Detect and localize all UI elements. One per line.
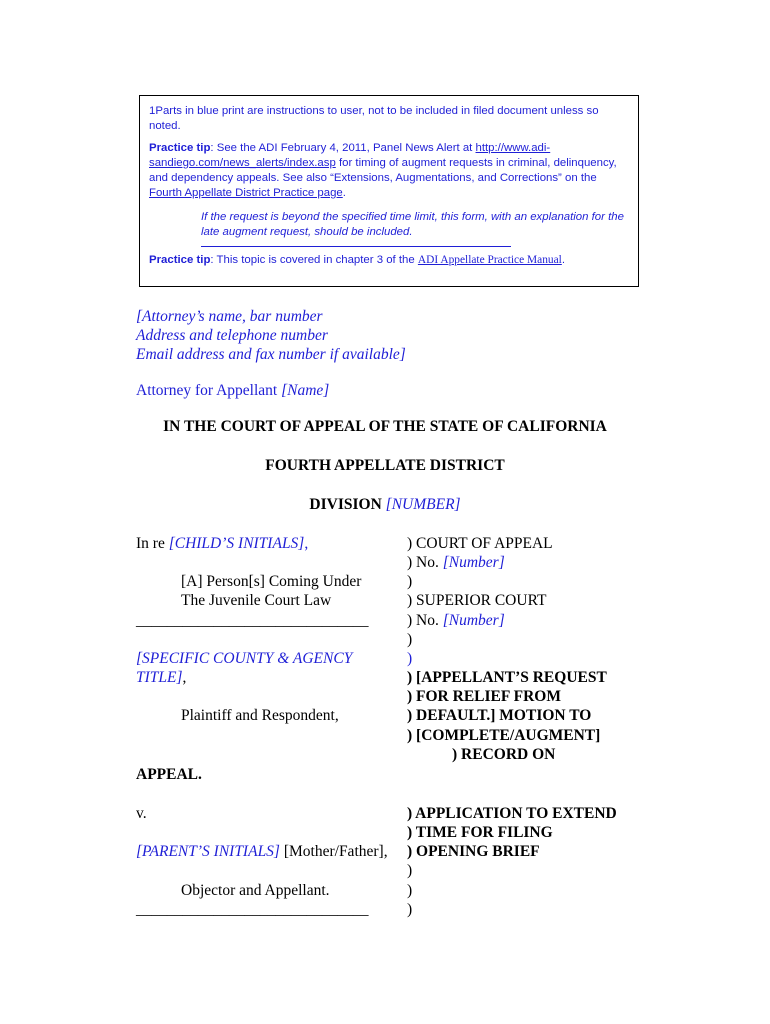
child-initials-placeholder: [CHILD’S INITIALS] [168, 535, 305, 552]
note-line-1 [149, 104, 629, 134]
practice-tip-label-2: Practice tip [149, 254, 211, 266]
practice-manual-link[interactable]: ADI Appellate Practice Manual [417, 254, 562, 266]
caption-underline-1: ______________________________ [136, 612, 369, 629]
plaintiff-line: Plaintiff and Respondent, [181, 707, 339, 724]
tip1-text-end: . [342, 187, 346, 199]
paren-line-18: ) [407, 901, 413, 918]
paren-line-16: ) [407, 862, 413, 879]
objector-line: Objector and Appellant. [181, 882, 330, 899]
application-title-3: ) OPENING BRIEF [407, 843, 540, 860]
adi-news-alert-link[interactable]: http://www.adi-sandiego.com/news_alerts/index.asp [149, 142, 551, 169]
in-re-line [136, 535, 308, 553]
motion-title-3: ) DEFAULT.] MOTION TO [407, 707, 592, 724]
versus-line: v. [136, 805, 147, 822]
superior-number-line [407, 612, 505, 630]
person-line-1: [A] Person[s] Coming Under [181, 573, 362, 590]
tip2-text-end: . [561, 254, 565, 266]
practice-tip-1 [149, 141, 629, 201]
paren-line-6: ) [407, 631, 413, 648]
application-title-2: ) TIME FOR FILING [407, 824, 553, 841]
motion-title-2: ) FOR RELIEF FROM [407, 688, 561, 705]
fourth-district-practice-link[interactable]: Fourth Appellate District Practice page [149, 187, 343, 199]
appeal-line: APPEAL. [136, 766, 202, 783]
in-re-label: In re [136, 535, 169, 552]
parent-initials-placeholder: [PARENT’S INITIALS] [136, 843, 280, 860]
practice-tip-label: Practice tip [149, 142, 211, 154]
note-divider [201, 246, 511, 247]
attorney-for-label: Attorney for Appellant [136, 382, 282, 399]
county-line-2 [136, 669, 186, 687]
parent-line [136, 843, 388, 861]
division-title [0, 496, 770, 514]
county-comma: , [182, 669, 187, 686]
child-comma: , [304, 535, 309, 552]
note-text: Parts in blue print are instructions to user, not to be included in filed document unless so noted. [149, 105, 599, 132]
person-line-2: The Juvenile Court Law [181, 592, 332, 609]
application-title-1: ) APPLICATION TO EXTEND [407, 805, 617, 822]
superior-no-label: ) No. [407, 612, 443, 629]
attorney-name-line: [Attorney’s name, bar number [136, 308, 323, 325]
court-of-appeal-label: ) COURT OF APPEAL [407, 535, 553, 552]
division-number-placeholder: [NUMBER] [385, 496, 461, 513]
appellant-name-placeholder: [Name] [281, 382, 330, 399]
division-label: DIVISION [309, 496, 386, 513]
practice-tip-2 [149, 253, 629, 268]
paren-line-17: ) [407, 882, 413, 899]
attorney-for-line [136, 382, 329, 400]
motion-title-4: ) [COMPLETE/AUGMENT] [407, 727, 601, 744]
late-request-note: If the request is beyond the specified time limit, this form, with an explanation for the late augment request, should be included. [201, 211, 624, 238]
appeal-no-label: ) No. [407, 554, 443, 571]
instruction-note-box [139, 95, 639, 287]
appeal-number-placeholder: [Number] [442, 554, 505, 571]
paren-line-3: ) [407, 573, 413, 590]
tip1-text-mid: for timing of augment requests in criminal, delinquency, and dependency appeals. See also “Extensions, Augmentations, and Corrections” on the [149, 157, 617, 184]
motion-title-1: ) [APPELLANT’S REQUEST [407, 669, 607, 686]
superior-number-placeholder: [Number] [442, 612, 505, 629]
parent-role: [Mother/Father], [279, 843, 388, 860]
attorney-address-line: Address and telephone number [136, 327, 328, 344]
appeal-number-line [407, 554, 505, 572]
motion-title-5: ) RECORD ON [452, 746, 556, 763]
tip1-text-pre: : See the ADI February 4, 2011, Panel News Alert at [210, 142, 476, 154]
attorney-email-line: Email address and fax number if available] [136, 346, 406, 363]
county-title-placeholder: TITLE] [136, 669, 183, 686]
footnote-marker: 1 [149, 105, 156, 117]
caption-underline-2: ______________________________ [136, 901, 369, 918]
court-title: IN THE COURT OF APPEAL OF THE STATE OF CALIFORNIA [163, 418, 607, 435]
paren-line-7: ) [407, 650, 413, 667]
county-line-1: [SPECIFIC COUNTY & AGENCY [136, 650, 353, 667]
tip2-text-pre: : This topic is covered in chapter 3 of the [210, 254, 418, 266]
superior-court-label: ) SUPERIOR COURT [407, 592, 547, 609]
district-title: FOURTH APPELLATE DISTRICT [265, 457, 505, 474]
